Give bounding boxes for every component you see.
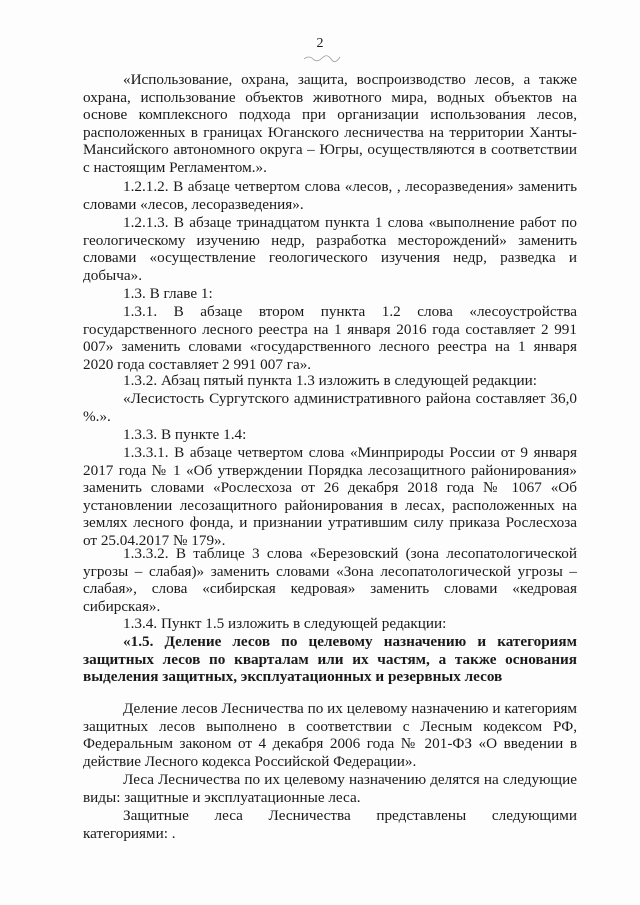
paragraph-1-3-3-2: 1.3.3.2. В таблице 3 слова «Березовский (зона лесопатологической угрозы – слабая)» заменить словами «Зона лесопатологической угрозы – слабая», слова «сибирская кедровая» заменить словами «кедровая сибирская». (83, 545, 577, 615)
paragraph-forest-types: Леса Лесничества по их целевому назначению делятся на следующие виды: защитные и эксплуатационные леса. (83, 771, 577, 806)
paragraph-1-3-2: 1.3.2. Абзац пятый пункта 1.3 изложить в следующей редакции: (123, 372, 537, 389)
paragraph-1-3: 1.3. В главе 1: (123, 285, 213, 302)
paragraph-1-2-1-2: 1.2.1.2. В абзаце четвертом слова «лесов, , лесоразведения» заменить словами «лесов, лесоразведения». (83, 178, 577, 213)
paragraph-1-3-1: 1.3.1. В абзаце втором пункта 1.2 слова «лесоустройства государственного лесного реестра на 1 января 2016 года составляет 2 991 007» заменить словами «государственного лесного реестра на 1 января 2020 года составляет 2 991 007 га». (83, 303, 577, 373)
section-heading-1-5: «1.5. Деление лесов по целевому назначению и категориям защитных лесов по кварталам или их частям, а также основания выделения защитных, эксплуатационных и резервных лесов (83, 633, 577, 686)
paragraph-1-2-1-3: 1.2.1.3. В абзаце тринадцатом пункта 1 слова «выполнение работ по геологическому изучению недр, разработка месторождений» заменить словами «осуществление геологического изучения недр, разведка и добыча». (83, 214, 577, 284)
paragraph-protective-categories: Защитные леса Лесничества представлены следующими категориями: . (83, 807, 577, 842)
paragraph-division-basis: Деление лесов Лесничества по их целевому назначению и категориям защитных лесов выполнено в соответствии с Лесным кодексом РФ, Федеральным законом от 4 декабря 2006 года № 201-ФЗ «О введении в действие Лесного кодекса Российской Федерации». (83, 700, 577, 770)
paragraph-forest-cover: «Лесистость Сургутского административного района составляет 36,0 %.». (83, 390, 577, 425)
page-number: 2 (316, 36, 324, 51)
paragraph-1-3-3-1: 1.3.3.1. В абзаце четвертом слова «Минприроды России от 9 января 2017 года № 1 «Об утверждении Порядка лесозащитного районирования» заменить словами «Рослесхоза от 26 декабря 2018 года № 1067 «Об установлении лесозащитного районирования в лесах, расположенных на землях лесного фонда, и признании утратившим силу приказа Рослесхоза от 25.04.2017 № 179». (83, 444, 577, 549)
paragraph-1-3-4: 1.3.4. Пункт 1.5 изложить в следующей редакции: (123, 615, 447, 632)
paragraph-intro-quote: «Использование, охрана, защита, воспроизводство лесов, а также охрана, использование объектов животного мира, водных объектов на основе комплексного подхода при организации использования лесов, расположенных в границах Юганского лесничества на территории Ханты-Мансийского автономного округа – Югры, осуществляются в соответствии с настоящим Регламентом.». (83, 71, 577, 176)
paragraph-1-3-3: 1.3.3. В пункте 1.4: (123, 426, 247, 443)
handwritten-mark (303, 54, 341, 62)
